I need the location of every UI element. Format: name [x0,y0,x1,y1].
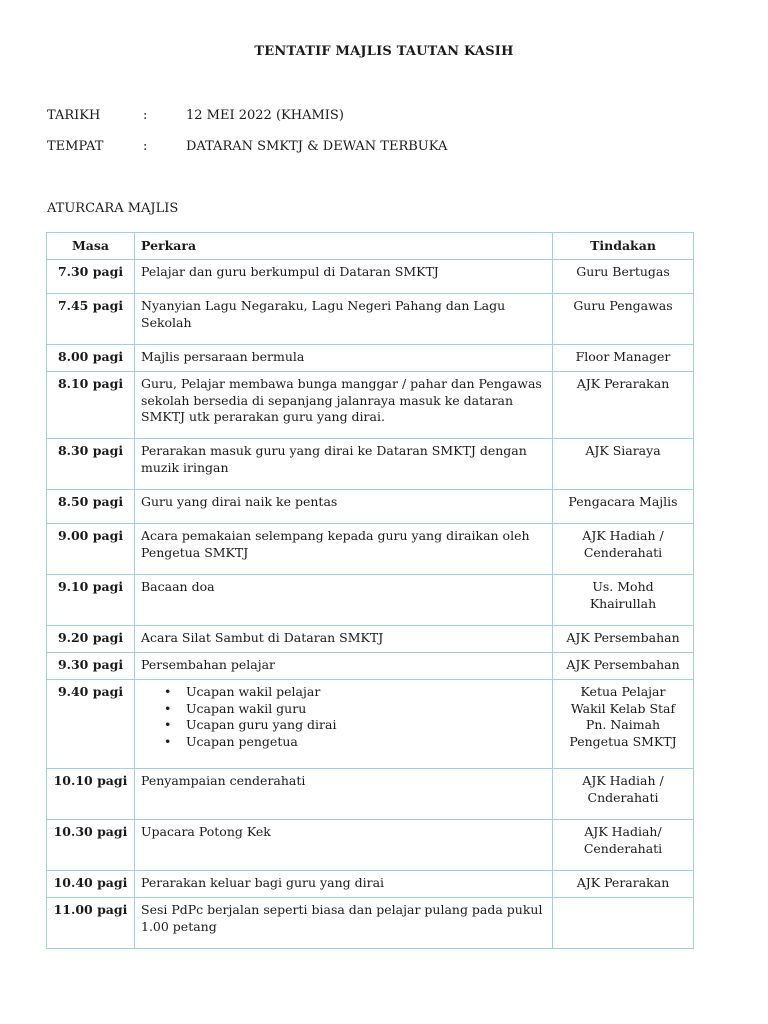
table-header-row [47,233,694,260]
cell-perkara [135,575,553,626]
table-row [47,871,694,898]
perkara-line: Nyanyian Lagu Negaraku, Lagu Negeri Pahang dan Lagu [141,298,506,313]
cell-perkara [135,626,553,653]
tindakan-line: AJK Hadiah / [582,528,664,543]
perkara-line: Bacaan doa [141,579,215,594]
perkara-line: Sesi PdPc berjalan seperti biasa dan pelajar pulang pada pukul [141,902,543,917]
tindakan-line: Pengacara Majlis [568,494,678,509]
cell-tindakan [553,898,694,949]
tindakan-line: AJK Hadiah / [582,773,664,788]
perkara-line: Perarakan keluar bagi guru yang dirai [141,875,385,890]
section-title: ATURCARA MAJLIS [47,201,179,216]
perkara-line: Penyampaian cenderahati [141,773,306,788]
table-row [47,680,694,769]
tindakan-line: AJK Hadiah/ [584,824,662,839]
cell-tindakan [553,439,694,490]
cell-masa: 9.10 pagi [47,575,135,626]
table-row [47,575,694,626]
perkara-line: Majlis persaraan bermula [141,349,305,364]
tindakan-line: Pengetua SMKTJ [569,733,677,749]
cell-perkara [135,260,553,294]
cell-masa: 8.30 pagi [47,439,135,490]
cell-tindakan [553,871,694,898]
perkara-line: Pelajar dan guru berkumpul di Dataran SMKTJ [141,264,439,279]
schedule-table [46,232,694,949]
cell-masa: 11.00 pagi [47,898,135,949]
perkara-line: Upacara Potong Kek [141,824,271,839]
table-row [47,372,694,439]
bullet-list [141,684,547,750]
tindakan-line: AJK Persembahan [566,630,680,645]
cell-masa: 8.10 pagi [47,372,135,439]
table-row [47,626,694,653]
table-row [47,260,694,294]
info-colon: : [143,139,148,154]
bullet-item: • Ucapan wakil pelajar [186,684,547,701]
tindakan-line: Cenderahati [583,544,663,560]
header-perkara: Perkara [135,233,553,260]
bullet-item: • Ucapan pengetua [186,734,547,751]
cell-perkara [135,769,553,820]
table-row [47,769,694,820]
perkara-line: Perarakan masuk guru yang dirai ke Dataran SMKTJ dengan [141,443,527,458]
cell-perkara [135,680,553,769]
tindakan-line: AJK Perarakan [576,376,670,391]
header-masa: Masa [47,233,135,260]
info-value: DATARAN SMKTJ & DEWAN TERBUKA [186,139,448,154]
cell-perkara [135,524,553,575]
tindakan-line: Cenderahati [583,840,663,856]
cell-masa: 10.10 pagi [47,769,135,820]
tindakan-line: Floor Manager [575,349,671,364]
cell-perkara [135,439,553,490]
cell-tindakan [553,524,694,575]
cell-masa: 8.00 pagi [47,345,135,372]
cell-masa: 8.50 pagi [47,490,135,524]
cell-masa: 10.30 pagi [47,820,135,871]
tindakan-line: AJK Persembahan [566,657,680,672]
perkara-line: sekolah bersedia di sepanjang jalanraya masuk ke dataran [141,392,514,408]
cell-perkara [135,653,553,680]
table-row [47,294,694,345]
cell-tindakan [553,294,694,345]
cell-tindakan [553,490,694,524]
cell-masa: 9.00 pagi [47,524,135,575]
table-row [47,820,694,871]
info-value: 12 MEI 2022 (KHAMIS) [186,108,344,123]
cell-perkara [135,820,553,871]
tindakan-line: Ketua Pelajar [580,684,666,699]
table-row [47,345,694,372]
tindakan-line: Wakil Kelab Staf [570,700,676,716]
tindakan-line: AJK Siaraya [585,443,661,458]
table-row [47,439,694,490]
info-label: TEMPAT [47,139,104,154]
perkara-line: Persembahan pelajar [141,657,276,672]
tindakan-line: Pn. Naimah [585,717,661,732]
bullet-item: • Ucapan wakil guru [186,701,547,718]
table-row [47,898,694,949]
cell-perkara [135,345,553,372]
cell-tindakan [553,680,694,769]
cell-masa: 9.20 pagi [47,626,135,653]
perkara-line: SMKTJ utk perarakan guru yang dirai. [141,409,385,424]
cell-tindakan [553,626,694,653]
tindakan-line: Cnderahati [587,789,659,805]
cell-masa: 10.40 pagi [47,871,135,898]
tindakan-line: Khairullah [589,595,657,611]
table-row [47,524,694,575]
cell-tindakan [553,345,694,372]
cell-perkara [135,294,553,345]
perkara-line: muzik iringan [141,459,229,475]
cell-masa: 7.30 pagi [47,260,135,294]
cell-perkara [135,490,553,524]
cell-masa: 7.45 pagi [47,294,135,345]
cell-masa: 9.40 pagi [47,680,135,769]
tindakan-line: Guru Pengawas [573,298,673,313]
cell-tindakan [553,820,694,871]
document-title: TENTATIF MAJLIS TAUTAN KASIH [254,44,514,59]
table-row [47,490,694,524]
perkara-line: Guru, Pelajar membawa bunga manggar / pahar dan Pengawas [141,376,542,391]
perkara-line: Sekolah [141,314,192,330]
cell-perkara [135,871,553,898]
tindakan-line: Guru Bertugas [576,264,670,279]
cell-perkara [135,372,553,439]
perkara-line: 1.00 petang [141,918,217,934]
cell-tindakan [553,769,694,820]
info-label: TARIKH [47,108,101,123]
cell-tindakan [553,260,694,294]
perkara-line: Pengetua SMKTJ [141,544,249,560]
header-tindakan: Tindakan [553,233,694,260]
table-row [47,653,694,680]
cell-tindakan [553,372,694,439]
bullet-item: • Ucapan guru yang dirai [186,717,547,734]
tindakan-line: AJK Perarakan [576,875,670,890]
cell-masa: 9.30 pagi [47,653,135,680]
perkara-line: Acara pemakaian selempang kepada guru yang diraikan oleh [141,528,530,543]
tindakan-line: Us. Mohd [592,579,654,594]
cell-tindakan [553,653,694,680]
cell-perkara [135,898,553,949]
perkara-line: Guru yang dirai naik ke pentas [141,494,338,509]
cell-tindakan [553,575,694,626]
info-colon: : [143,108,148,123]
perkara-line: Acara Silat Sambut di Dataran SMKTJ [141,630,384,645]
